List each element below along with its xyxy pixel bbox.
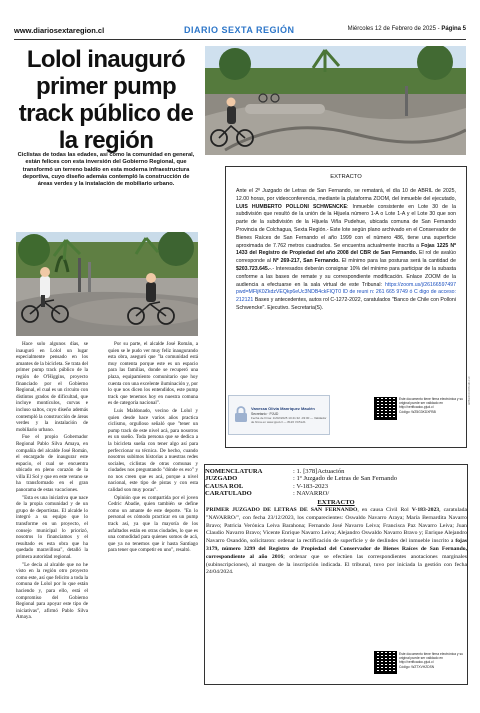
pump-track-photo-kids xyxy=(16,232,198,336)
notice-title: EXTRACTO xyxy=(317,499,355,506)
article-headline: Lolol inauguró primer pump track público de la región xyxy=(18,46,194,154)
site-url[interactable]: www.diariosextaregion.cl xyxy=(14,26,105,35)
paragraph: Fue el propio Gobernador Regional Pablo Silva Amaya, en compañía del alcalde José Román, el encargado de inaugurar este espacio, el cual se encuentra ubicado en pleno corazón de la villa El Sol y que en este verano se ha transformado en el gran panorama de estas vacaciones. xyxy=(16,434,88,494)
paragraph: "Le decía al alcalde que no he visto en la región otro proyecto como este, así que felicito a toda la comuna de Lolol por lo que están haciendo y, para ello, está el compromiso del Gobierno Regional para apoyar este tipo de iniciativas", afirmó Pablo Silva Amaya. xyxy=(16,561,88,621)
article-column-right xyxy=(108,341,198,699)
zoom-link[interactable]: https://zoom.us/j/26166597497 pwd=MFljK0ZkdzVEQkp6eUc3NDB4ckFIQT0 ID de reuni n: 261 665 9749 ó C digo de acceso: 212121 xyxy=(236,281,456,304)
notice-body: Ante el 2º Juzgado de Letras de San Fernando, se rematará, el día 10 de ABRIL de 2025, 12.00 horas, por videoconferencia, mediante la plataforma ZOOM, del inmueble del ejecutado, LUIS HUMBERTO POLLONI SCHWENCKE: Inmueble consistente en Lote 30 de la subdivisión que resultó de la unión de la Hijuela número 1-A o Lote 1-A y el Lote 30 que son parte de la subdivisión de la Hijuela Viña Pudehue, ubicada comuna de San Fernando Provincia de Colchagua, Sexta Región.- Este lote según plano archivado en el Conservador de Bienes Raíces de San Fernando el año 1999 con el número 486, tiene una superficie aproximada de 7.762 metros cuadrados. Se encuentra actualmente inscrita a Fojas 1225 Nº 1433 del Registro de Propiedad del año 2008 del CBR de San Fernando. El rol de avalúo corresponde al Nº 269-217, San Fernando. El mínimo para las posturas será la cantidad de $203.723.645.-.- Interesados deberán consignar 10% del mínimo para participar de la subasta conforme a las bases de remate y su correspondiente modificación. Enlace ZOOM de la audiencia a efectuarse en la sala virtual de este Tribunal: https://zoom.us/j/26166597497 pwd=MFljK0ZkdzVEQkp6eUc3NDB4ckFIQT0 ID de reuni n: 261 665 9749 ó C digo de acceso: 212121 Bases y antecedentes, autos rol C-1272-2022, caratulados "Banco de Chile con Polloni Schwencke". Ejecutivo. Secretaria(S). xyxy=(236,188,456,311)
paragraph: Hace solo algunos días, se inauguró en Lolol un lugar especialmente pensado en los amantes de la bicicleta. Se trata del primer pump track público de la región de O'Higgins, proyecto financiado por el Gobierno Regional, el cual es un circuito con distintos grados de dificultad, que incluye montículos, curvas e incluso saltos, cuyo diseño además contempló la construcción de áreas verdes y la instalación de mobiliario urbano. xyxy=(16,341,88,433)
electronic-signature xyxy=(228,395,330,435)
qr-code-icon[interactable] xyxy=(374,651,397,674)
paragraph: Luis Maldonado, vecino de Lolol y quien desde hace varios años practica ciclismo, orgulloso señaló que "tener un pump track de este nivel acá, para nosotros es un sueño. Toda persona que se dedica a la bicicleta sueña con tener algo así para perfeccionar su técnica. De hecho, cuando nosotros subimos historias a nuestras redes sociales, ciclistas de otras comunas y ciudades nos preguntando "dónde es eso" y no nos creen que es acá, porque a nivel nacional, este tipo de pistas y con esta calidad son muy pocas". xyxy=(108,407,198,494)
lock-icon xyxy=(233,405,249,423)
table-row: JUZGADO : 1º Juzgado de Letras de San Fernando xyxy=(205,475,398,483)
table-row: CAUSA ROL : V-183-2023 xyxy=(205,482,328,490)
paragraph: Por su parte, el alcalde José Román, a quien se le pudo ver muy feliz inaugurando esta obra, aseguró que "la comunidad está muy contenta porque este es un espacio para las familias, donde se recuperó una plaza, equipamiento comunitario que hoy cuenta con una excelente iluminación y, por lo que nos dicen los entendidos, este pump track que tenemos hoy en nuestra comuna es de categoría nacional". xyxy=(108,341,198,407)
header-rule xyxy=(14,39,466,40)
qr-code-icon[interactable] xyxy=(374,397,397,420)
page-header xyxy=(14,26,466,38)
signer-role: Secretario · PJUD xyxy=(251,412,279,416)
vertical-code: WZ5G3KDXFBB-MC-FL0 xyxy=(468,376,471,405)
paragraph: Opinión que es compartida por el joven Cedric Abadie, quien también se define como un amante de este deporte. "En lo personal es cómodo practicar en un pump track así, ya que la mayoría de los asfaltados están en otras ciudades, lo que es una comodidad para quienes somos de acá, que ya no tenemos que ir hasta Santiago para tener que competir en uno", resaltó. xyxy=(108,494,198,554)
qr-validation-text: Este documento tiene firma electrónica y su original puede ser validado en http://verificadoc.pjud.cl Código: WZTXVHZDSN xyxy=(399,652,463,669)
article-subhead: Ciclistas de todas las edades, así como la comunidad en general, están felices con esta inversión del Gobierno Regional, que transformó un terreno baldío en esta moderna infraestructura deportiva, cuyo diseño además contempló la construcción de áreas verdes y la instalación de mobiliario urbano. xyxy=(17,152,195,188)
notice-title: EXTRACTO xyxy=(330,174,362,180)
table-row: NOMENCLATURA : 1. [378]Actuación xyxy=(205,468,345,475)
article-column-left xyxy=(16,341,88,699)
table-row: CARATULADO : NAVARRO/ xyxy=(205,490,330,498)
notice-body: PRIMER JUZGADO DE LETRAS DE SAN FERNANDO, en causa Civil Rol V-183-2023, caratulada "NAVARRO/", con fecha 23/12/2023, los comparecientes: Oswaldo Navarro Araya; María Bernardita Navarro Bravo; Patricia Verónica Leiva Barahona; Fernando José Navarro Leiva; Francisca Paz Navarro Leiva; Juan Claudio Navarro Bravo; Vicente Enrique Navarro Leiva; Alejandro Oswaldo Navarro Bravo y; Enrique Alejandro Navarro Osandón, solicitaron: ordenar la rectificación de superficie y de deslindes del inmueble inscrito a fojas 3179, número 3299 del Registro de Propiedad del Conservador de Bienes Raíces de San Fernando, correspondiente al año 2016; ordenar que se efectúen las correspondientes anotaciones marginales (subinscripciones), al margen de la inscripción indicada. El tribunal, tuvo por iniciada la gestión con fecha 24/04/2024. xyxy=(206,507,468,576)
signer-name: Vanessa Olivia Manriquez Maulén xyxy=(251,406,315,411)
qr-validation-text: Este documento tiene firma electrónica y su original puede ser validado en http://verificadoc.pjud.cl Código: WZ5G3KDXFBB xyxy=(399,397,463,414)
issue-date: Miércoles 12 de Febrero de 2025 - Página 5 xyxy=(347,26,466,32)
newspaper-name: DIARIO SEXTA REGIÓN xyxy=(184,25,295,35)
signature-meta: Fecha de firma: 11/02/2025 10:41:32 -03:00 — Validador de firma en www.pjud.cl — 8126 VC5L21 xyxy=(251,416,327,424)
pump-track-photo-wide xyxy=(205,46,466,155)
case-details xyxy=(205,468,397,498)
paragraph: "Esta es una iniciativa que nace de la propia comunidad y de un grupo de deportistas. El alcalde lo integró a su equipo que lo transforme en un proyecto, el consejo municipal lo priorizó, nosotros lo financiamos y el resultado es esta obra que ha quedado maravillosa", detalló la primera autoridad regional. xyxy=(16,494,88,560)
